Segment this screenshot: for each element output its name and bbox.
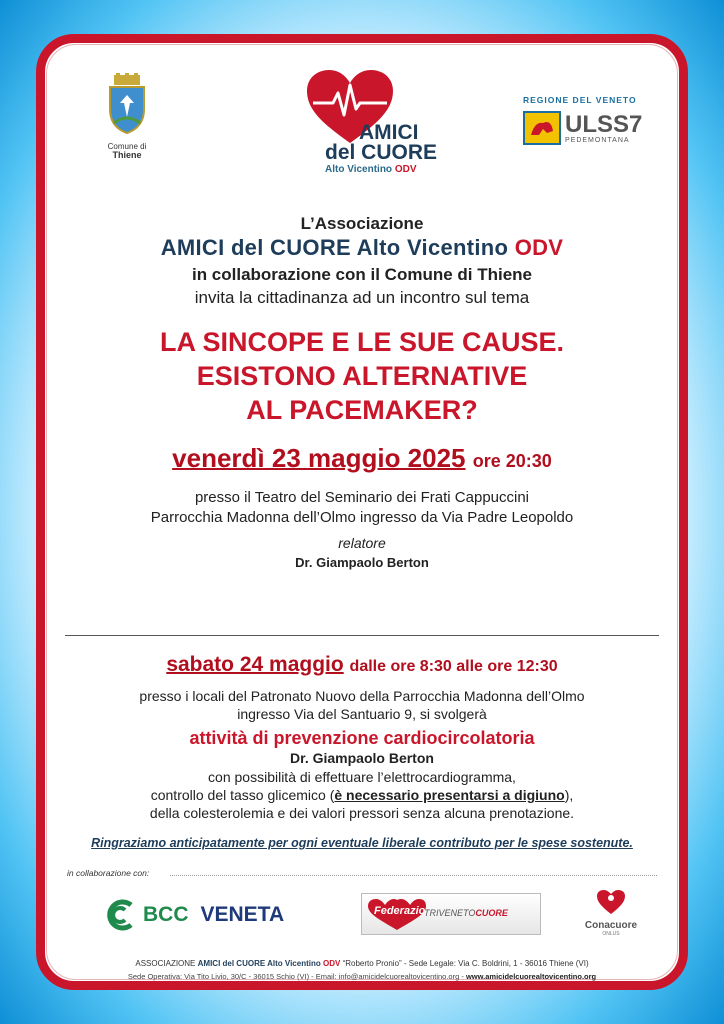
amici-logo-line1: AMICI: [359, 121, 419, 144]
thiene-crest-logo: [87, 73, 167, 160]
event2-time: dalle ore 8:30 alle ore 12:30: [349, 658, 558, 675]
lion-emblem-icon: [523, 111, 561, 145]
event1-time: ore 20:30: [472, 451, 552, 471]
section-divider: [65, 635, 659, 636]
conacuore-name: Conacuore: [584, 920, 638, 931]
event1-place: [45, 488, 679, 528]
federazione-triveneto-cuore-logo: [361, 893, 541, 935]
event2-activity: attività di prevenzione cardiocircolatoria: [189, 728, 535, 748]
bcc-veneta-logo: [103, 895, 318, 935]
event2-date: sabato 24 maggio: [166, 653, 344, 676]
crest-icon: [104, 73, 150, 135]
event2-place-line2: ingresso Via del Santuario 9, si svolgerà: [237, 706, 487, 722]
footer-line-2: Sede Operativa: Via Tito Livio, 30/C - 36015 Schio (VI) - Email: info@amicidelcuorealtovicentino.org - www.amicidelcuorealtovicentino.org: [127, 972, 597, 981]
federazione-word: Federazione: [374, 905, 439, 917]
conacuore-sub: ONLUS: [602, 931, 620, 937]
conacuore-logo: [581, 889, 641, 937]
speaker-label: relatore: [338, 535, 386, 551]
amici-del-cuore-logo: [267, 69, 467, 199]
event1-date: venerdì 23 maggio 2025: [172, 443, 466, 473]
invitation-line: invita la cittadinanza ad un incontro sul tema: [194, 288, 530, 307]
detail-line-2: controllo del tasso glicemico (è necessario presentarsi a digiuno),: [150, 787, 574, 803]
event2-place-line1: presso i locali del Patronato Nuovo della Parrocchia Madonna dell’Olmo: [139, 688, 585, 704]
collaboration-line: in collaborazione con il Comune di Thiene: [191, 265, 533, 284]
thiene-label-1: Comune di: [107, 142, 147, 151]
thanks-note: Ringraziamo anticipatamente per ogni eventuale liberale contributo per le spese sostenute.: [91, 836, 633, 850]
amici-logo-sub: Alto Vicentino ODV: [325, 164, 417, 175]
topic-line-3: AL PACEMAKER?: [246, 395, 478, 425]
partners-rule: [170, 875, 657, 876]
detail-line-3: della colesterolemia e dei valori pressori senza alcuna prenotazione.: [149, 805, 575, 821]
speaker-name: Dr. Giampaolo Berton: [295, 555, 429, 570]
footer-line-1: ASSOCIAZIONE AMICI del CUORE Alto Vicentino ODV “Roberto Pronio” - Sede Legale: Via C. Boldrini, 1 - 36016 Thiene (VI): [135, 959, 589, 968]
conacuore-heart-icon: [596, 889, 626, 915]
poster-frame: [36, 34, 688, 990]
event2-place: [45, 687, 679, 723]
ulss-name: ULSS7: [565, 110, 643, 138]
event1-place-line2: Parrocchia Madonna dell’Olmo ingresso da Via Padre Leopoldo: [150, 509, 574, 526]
bcc-mark-icon: [103, 899, 137, 931]
topic-line-2: ESISTONO ALTERNATIVE: [196, 361, 528, 391]
event2-details: [45, 768, 679, 822]
partners-label: in collaborazione con:: [67, 868, 150, 878]
event1-datetime: [45, 443, 679, 474]
topic-line-1: LA SINCOPE E LE SUE CAUSE.: [159, 327, 565, 357]
detail-line-1: con possibilità di effettuare l’elettrocardiogramma,: [208, 769, 516, 785]
federazione-name: TRIVENETOCUORE: [424, 908, 508, 918]
amici-logo-line2: del CUORE: [325, 141, 438, 164]
event2-doctor: Dr. Giampaolo Berton: [290, 750, 434, 766]
association-label: L’Associazione: [300, 214, 424, 233]
footer-line-3: Iscritta al RUNTS (Registro Unico Nazionale del Terzo Settore) numero di repertorio 55069 - Decreto Regione Veneto n° 37 del 12.5.2000 - C.F.: 93017110243: [99, 984, 625, 990]
ulss-region: REGIONE DEL VENETO: [523, 95, 637, 105]
association-name: AMICI del CUORE Alto Vicentino ODV: [160, 235, 564, 260]
event-topic: [45, 325, 679, 427]
veneta-label: VENETA: [200, 903, 285, 926]
ulss7-logo: [523, 95, 653, 145]
ulss-sub: PEDEMONTANA: [565, 136, 630, 144]
event2-datetime: [45, 653, 679, 677]
bcc-label: BCC: [143, 903, 189, 926]
thiene-label-2: Thiene: [112, 150, 142, 160]
event1-place-line1: presso il Teatro del Seminario dei Frati Cappuccini: [194, 489, 530, 506]
